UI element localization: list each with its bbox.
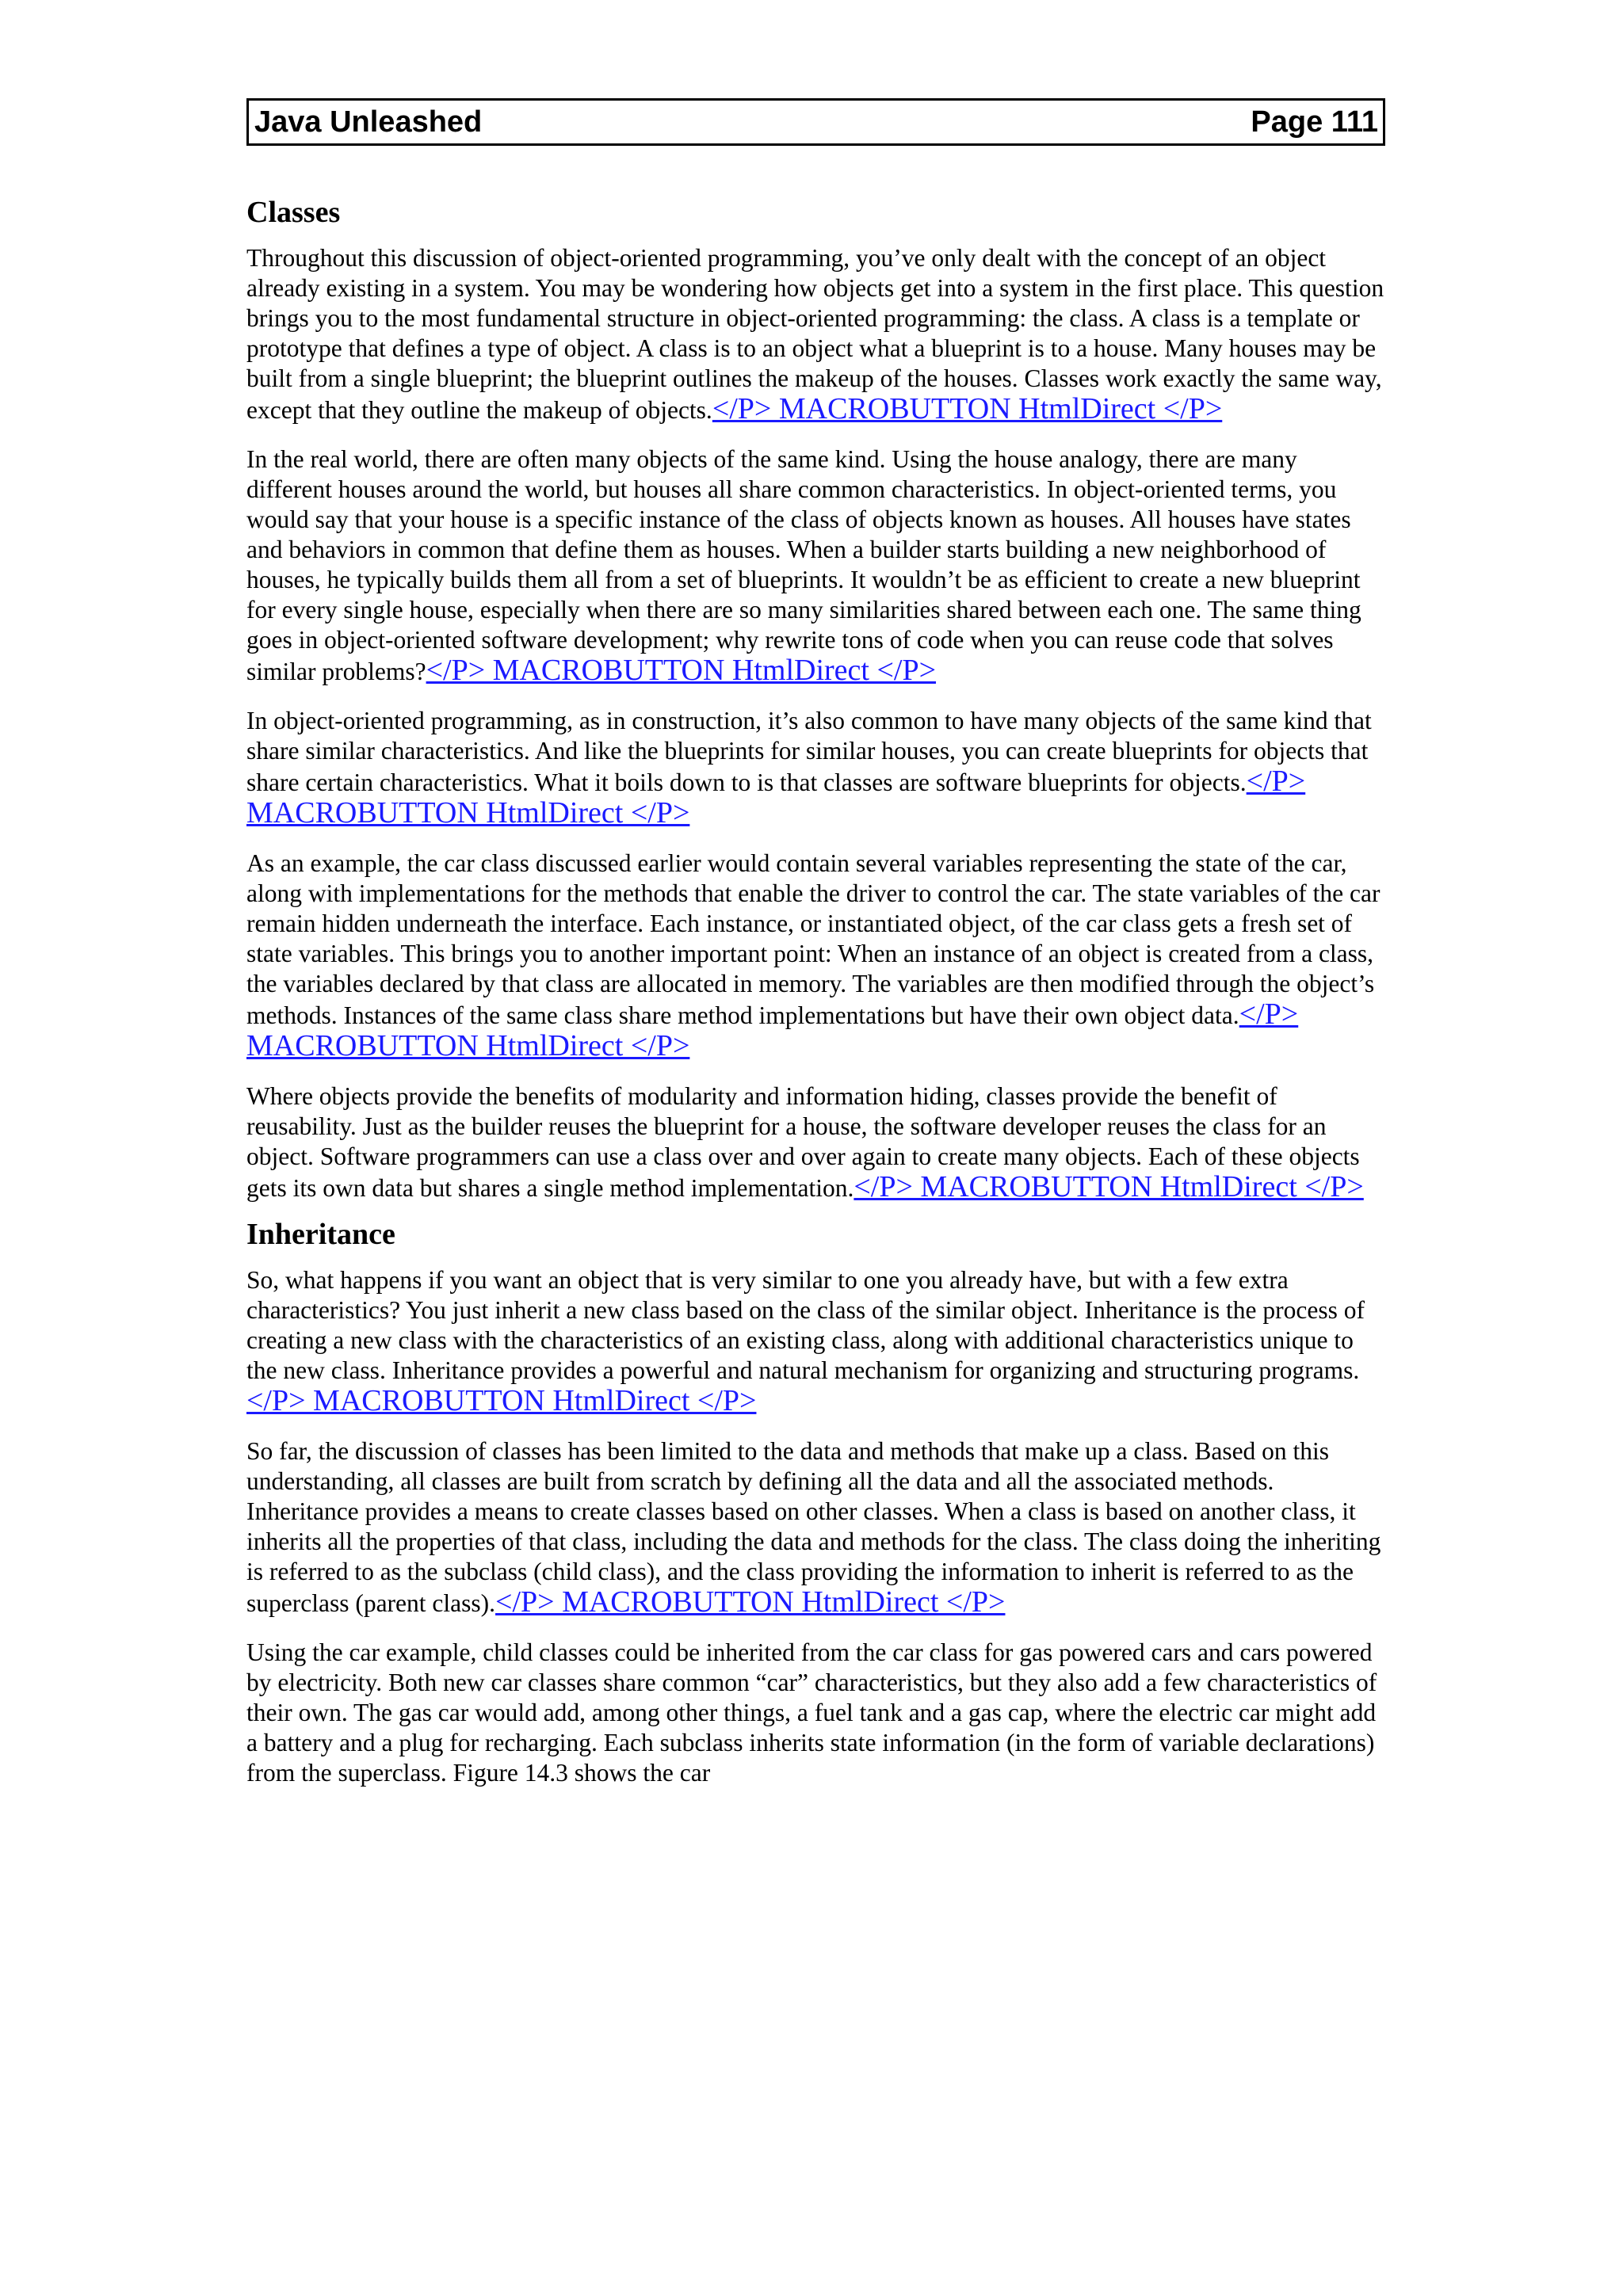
macrobutton-link[interactable]: </P> MACROBUTTON HtmlDirect </P> [712, 392, 1223, 425]
macrobutton-link[interactable]: </P> MACROBUTTON HtmlDirect </P> [495, 1585, 1006, 1619]
section-heading-inheritance: Inheritance [246, 1218, 395, 1251]
paragraph: So, what happens if you want an object that is very similar to one you already have, but with a few extra characteristics? You just inherit a new class based on the class of the similar object. Inheritance is the process of creating a new class with the characteristics of an existing class, along with additional characteristics unique to the new class. Inheritance provides a powerful and natural mechanism for organizing and structuring programs.</P> MACROBUTTON HtmlDirect </P> [246, 1266, 1365, 1417]
paragraph: In the real world, there are often many objects of the same kind. Using the house analogy, there are many different houses around the world, but houses all share common characteristics. In object-oriented terms, you would say that your house is a specific instance of the class of objects known as houses. All houses have states and behaviors in common that define them as houses. When a builder starts building a new neighborhood of houses, he typically builds them all from a set of blueprints. It wouldn’t be as efficient to create a new blueprint for every single house, especially when there are so many similarities shared between each one. The same thing goes in object-oriented software development; why rewrite tons of code when you can reuse code that solves similar problems?</P> MACROBUTTON HtmlDirect </P> [246, 445, 1361, 687]
macrobutton-link[interactable]: </P> MACROBUTTON HtmlDirect </P> [426, 654, 937, 687]
paragraph: In object-oriented programming, as in construction, it’s also common to have many objects of the same kind that share similar characteristics. And like the blueprints for similar houses, you can create blueprints for objects that share certain characteristics. What it boils down to is that classes are software blueprints for objects.</P> MACROBUTTON HtmlDirect </P> [246, 707, 1372, 830]
page-number: Page 111 [1251, 105, 1378, 139]
document-page [246, 98, 1385, 1807]
macrobutton-link[interactable]: </P> MACROBUTTON HtmlDirect </P> [246, 765, 1306, 830]
paragraph: As an example, the car class discussed earlier would contain several variables representing the state of the car, along with implementations for the methods that enable the driver to control the car. The state variables of the car remain hidden underneath the interface. Each instance, or instantiated object, of the car class gets a fresh set of state variables. This brings you to another important point: When an instance of an object is created from a class, the variables declared by that class are allocated in memory. The variables are then modified through the object’s methods. Instances of the same class share method implementations but have their own object data.</P> MACROBUTTON HtmlDirect </P> [246, 849, 1381, 1062]
macrobutton-link[interactable]: </P> MACROBUTTON HtmlDirect </P> [246, 1384, 757, 1417]
paragraph: So far, the discussion of classes has been limited to the data and methods that make up a class. Based on this understanding, all classes are built from scratch by defining all the data and all the associated methods. Inheritance provides a means to create classes based on other classes. When a class is based on another class, it inherits all the properties of that class, including the data and methods for the class. The class doing the inheriting is referred to as the subclass (child class), and the class providing the information to inherit is referred to as the superclass (parent class).</P> MACROBUTTON HtmlDirect </P> [246, 1437, 1381, 1619]
paragraph: Using the car example, child classes could be inherited from the car class for gas powered cars and cars powered by electricity. Both new car classes share common “car” characteristics, but they also add a few characteristics of their own. The gas car would add, among other things, a fuel tank and a gas cap, where the electric car might add a battery and a plug for recharging. Each subclass inherits state information (in the form of variable declarations) from the superclass. Figure 14.3 shows the car [246, 1638, 1377, 1787]
macrobutton-link[interactable]: </P> MACROBUTTON HtmlDirect </P> [246, 997, 1299, 1062]
paragraph: Throughout this discussion of object-oriented programming, you’ve only dealt with the concept of an object already existing in a system. You may be wondering how objects get into a system in the first place. This question brings you to the most fundamental structure in object-oriented programming: the class. A class is a template or prototype that defines a type of object. A class is to an object what a blueprint is to a house. Many houses may be built from a single blueprint; the blueprint outlines the makeup of the houses. Classes work exactly the same way, except that they outline the makeup of objects.</P> MACROBUTTON HtmlDirect </P> [246, 244, 1384, 425]
page-content [246, 195, 1385, 1788]
section-heading-classes: Classes [246, 196, 341, 229]
book-title: Java Unleashed [254, 105, 483, 139]
page-header [246, 98, 1385, 146]
macrobutton-link[interactable]: </P> MACROBUTTON HtmlDirect </P> [854, 1170, 1364, 1203]
paragraph: Where objects provide the benefits of modularity and information hiding, classes provide the benefit of reusability. Just as the builder reuses the blueprint for a house, the software developer reuses the class for an object. Software programmers can use a class over and over again to create many objects. Each of these objects gets its own data but shares a single method implementation.</P> MACROBUTTON HtmlDirect </P> [246, 1082, 1364, 1203]
